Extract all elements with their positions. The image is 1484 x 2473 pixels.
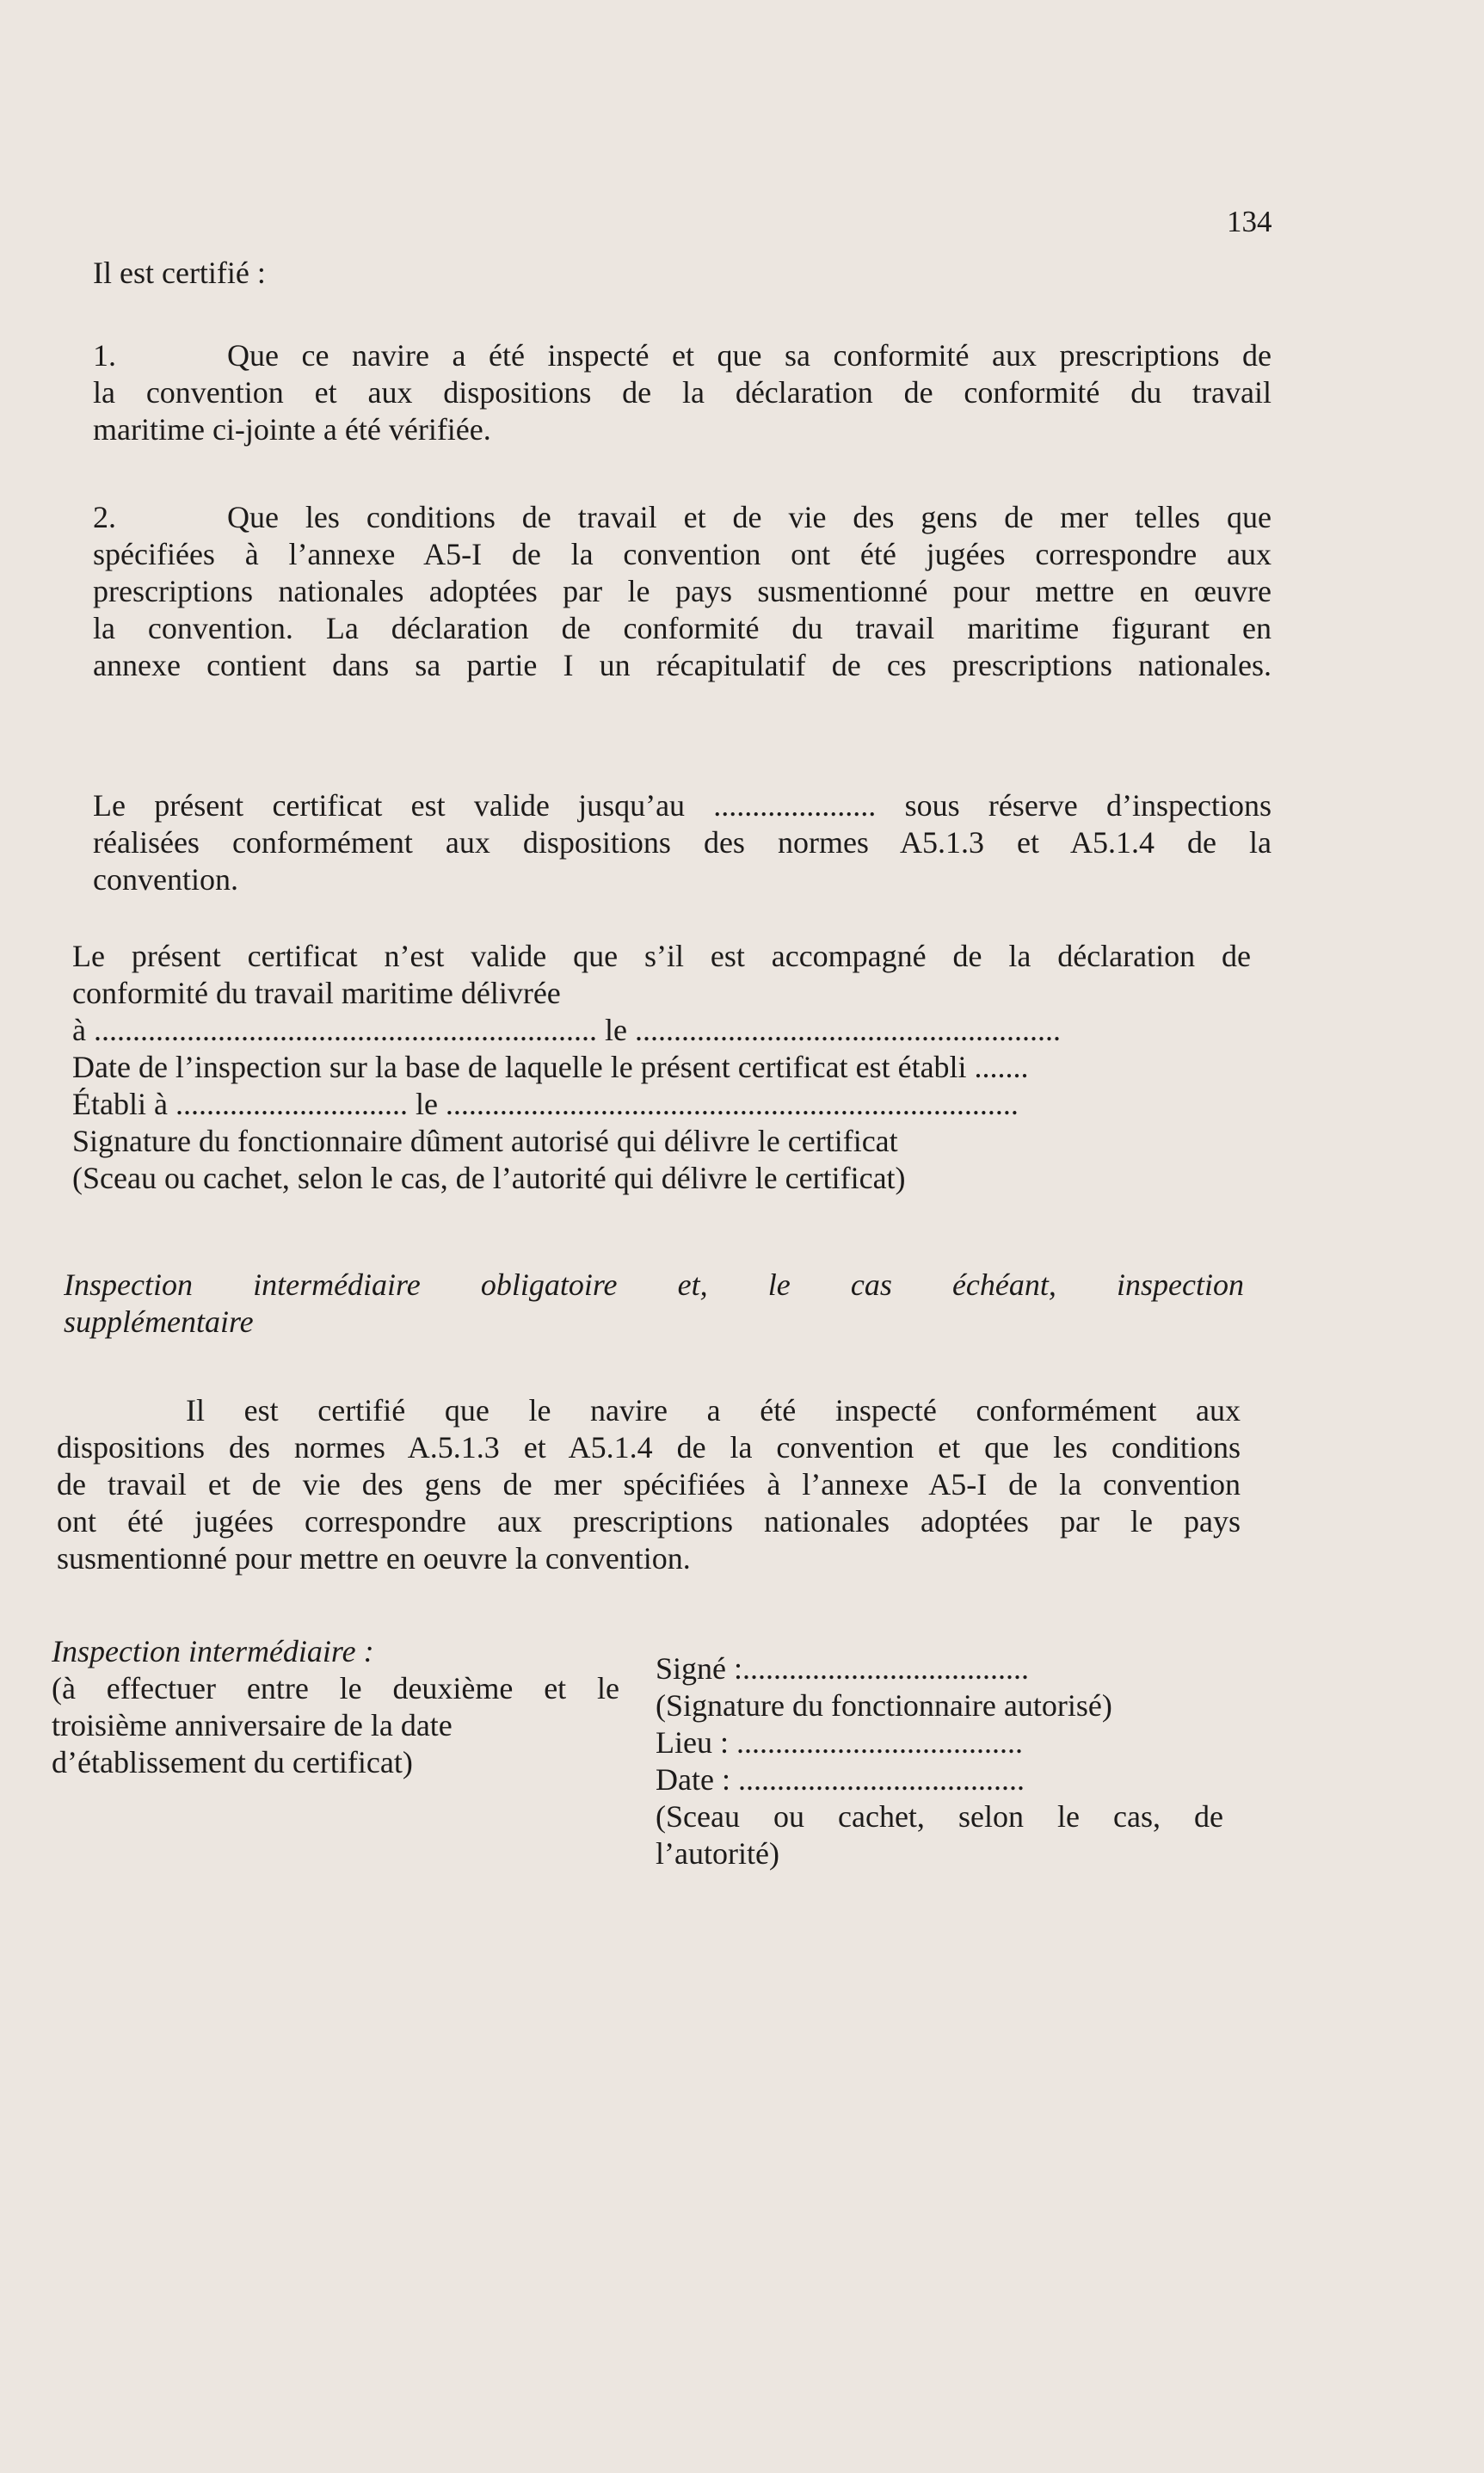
validity-line: Le présent certificat est valide jusqu’au ..................... sous réserve d’inspections	[93, 788, 1272, 823]
signature-line: Signature du fonctionnaire dûment autorisé qui délivre le certificat	[72, 1124, 898, 1158]
intermediate-note-line: troisième anniversaire de la date	[52, 1708, 453, 1742]
seal-line: (Sceau ou cachet, selon le cas, de l’autorité qui délivre le certificat)	[72, 1161, 906, 1195]
issued-at-line: à ................................................................. le .......................................................	[72, 1013, 1061, 1047]
intermediate-text	[57, 1392, 1241, 1577]
validity-line: réalisées conformément aux dispositions des normes A5.1.3 et A5.1.4 de la	[93, 825, 1272, 860]
point-2	[93, 499, 1272, 684]
accompany-line: Le présent certificat n’est valide que s’il est accompagné de la déclaration de	[72, 939, 1251, 973]
intermediate-text-line: ont été jugées correspondre aux prescriptions nationales adoptées par le pays	[57, 1504, 1241, 1539]
point-2-line: annexe contient dans sa partie I un récapitulatif de ces prescriptions nationales.	[93, 648, 1272, 682]
intermediate-text-line: de travail et de vie des gens de mer spécifiées à l’annexe A5-I de la convention	[57, 1467, 1241, 1502]
intermediate-note-line: (à effectuer entre le deuxième et le	[52, 1671, 619, 1705]
point-2-line: la convention. La déclaration de conformité du travail maritime figurant en	[93, 611, 1272, 645]
intermediate-inspection-right	[656, 1650, 1223, 1872]
signed-line: Signé :.....................................	[656, 1651, 1030, 1686]
point-1-line: 1. Que ce navire a été inspecté et que sa conformité aux prescriptions de	[93, 338, 1272, 373]
point-1-number: 1.	[93, 338, 116, 373]
seal-caption: (Sceau ou cachet, selon le cas, de	[656, 1799, 1223, 1834]
point-1-line: maritime ci-jointe a été vérifiée.	[93, 412, 491, 447]
point-2-line: prescriptions nationales adoptées par le pays susmentionné pour mettre en œuvre	[93, 574, 1272, 608]
point-1-line: la convention et aux dispositions de la déclaration de conformité du travail	[93, 375, 1272, 410]
intermediate-inspection-title: Inspection intermédiaire :	[52, 1634, 374, 1668]
signature-caption: (Signature du fonctionnaire autorisé)	[656, 1688, 1112, 1723]
intermediate-heading-line: Inspection intermédiaire obligatoire et, le cas échéant, inspection	[64, 1267, 1244, 1302]
place-line: Lieu : .....................................	[656, 1725, 1023, 1760]
inspection-date-line: Date de l’inspection sur la base de laquelle le présent certificat est établi .......	[72, 1050, 1029, 1084]
intermediate-note-line: d’établissement du certificat)	[52, 1745, 413, 1779]
intermediate-text-line: dispositions des normes A.5.1.3 et A5.1.4 de la convention et que les conditions	[57, 1430, 1241, 1465]
established-at-line: Établi à .............................. le ..........................................................................	[72, 1087, 1019, 1121]
point-1	[93, 337, 1272, 448]
point-2-number: 2.	[93, 500, 116, 534]
point-2-line: 2. Que les conditions de travail et de vie des gens de mer telles que	[93, 500, 1272, 534]
intermediate-text-line: Il est certifié que le navire a été inspecté conformément aux	[186, 1393, 1241, 1428]
accompany-paragraph	[72, 938, 1251, 1197]
point-2-line: spécifiées à l’annexe A5-I de la convention ont été jugées correspondre aux	[93, 537, 1272, 571]
certified-heading: Il est certifié :	[93, 256, 266, 290]
validity-paragraph	[93, 787, 1272, 898]
intermediate-heading	[64, 1267, 1244, 1341]
intermediate-heading-line: supplémentaire	[64, 1304, 254, 1339]
seal-caption: l’autorité)	[656, 1836, 779, 1871]
accompany-line: conformité du travail maritime délivrée	[72, 976, 561, 1010]
date-line: Date : .....................................	[656, 1762, 1025, 1797]
intermediate-text-line: susmentionné pour mettre en oeuvre la convention.	[57, 1541, 691, 1576]
validity-line: convention.	[93, 862, 238, 897]
page-number: 134	[1227, 205, 1272, 238]
intermediate-inspection-left	[52, 1633, 619, 1781]
